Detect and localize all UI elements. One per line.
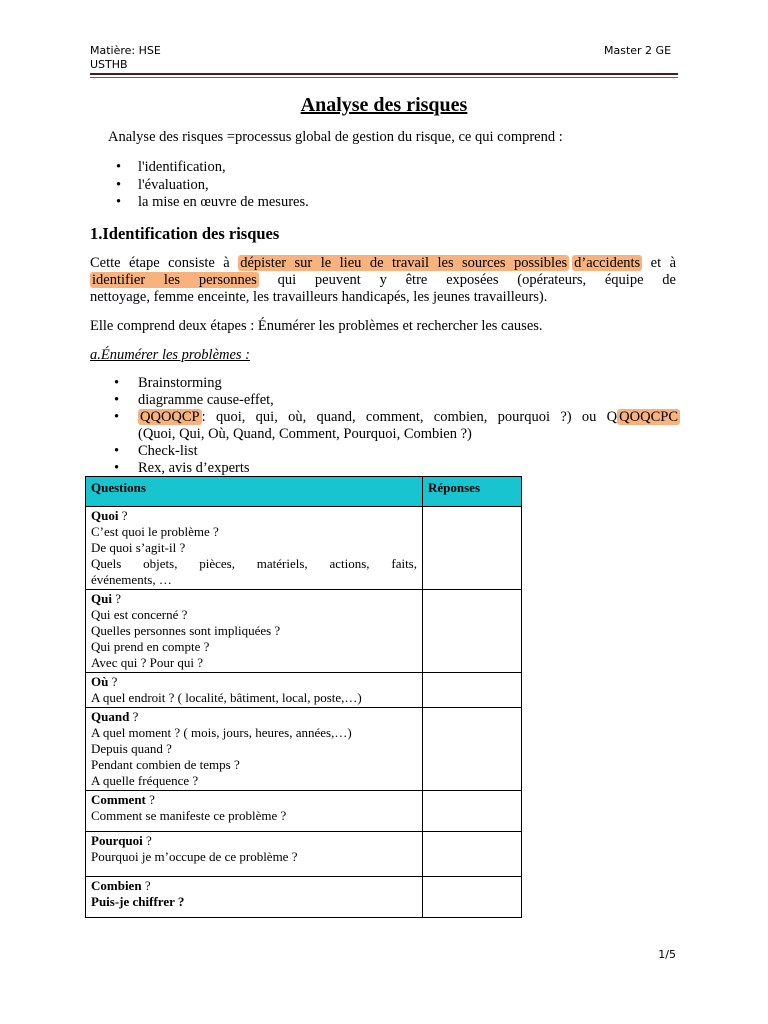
table-row-ou bbox=[86, 673, 522, 708]
paragraph-line-2 bbox=[90, 272, 676, 289]
highlight-depister: dépister sur le lieu de travail les sources possibles bbox=[240, 255, 568, 271]
question-key: Où bbox=[91, 674, 109, 689]
question-key: Qui bbox=[91, 591, 112, 606]
question-cell bbox=[86, 708, 423, 791]
question-cell bbox=[86, 791, 423, 832]
question-line: A quel endroit ? ( localité, bâtiment, local, poste,…) bbox=[91, 690, 362, 705]
page-title: Analyse des risques bbox=[300, 94, 468, 116]
section-heading: 1.Identification des risques bbox=[90, 224, 280, 243]
text-segment: et à bbox=[650, 255, 677, 271]
answer-cell[interactable] bbox=[423, 708, 522, 791]
question-key: Quand bbox=[91, 709, 130, 724]
question-suffix: ? bbox=[111, 591, 121, 606]
method-check-list: • Check-list bbox=[114, 443, 680, 460]
header-level: Master 2 GE bbox=[604, 44, 672, 57]
table-row-quoi bbox=[86, 507, 522, 590]
table-row-qui bbox=[86, 590, 522, 673]
question-cell bbox=[86, 507, 423, 590]
header-rule-accent bbox=[90, 77, 678, 78]
question-line: Depuis quand ? bbox=[91, 741, 172, 756]
intro-text: Analyse des risques =processus global de gestion du risque, ce qui comprend : bbox=[108, 129, 563, 145]
methods-list bbox=[114, 375, 680, 477]
paragraph-line-3: nettoyage, femme enceinte, les travailleurs handicapés, les jeunes travailleurs). bbox=[90, 289, 548, 305]
highlight-qqoqcp: QQOQCP bbox=[140, 409, 200, 425]
question-key: Combien bbox=[91, 878, 142, 893]
text-segment: Cette étape consiste à bbox=[90, 255, 230, 271]
question-suffix: ? bbox=[141, 878, 151, 893]
header-rule bbox=[90, 73, 678, 75]
page-number: 1/5 bbox=[658, 948, 676, 961]
question-line: Quelles personnes sont impliquées ? bbox=[91, 623, 281, 638]
question-line: Quels objets, pièces, matériels, actions, faits, bbox=[91, 556, 417, 571]
question-line: Pendant combien de temps ? bbox=[91, 757, 240, 772]
question-suffix: ? bbox=[118, 508, 128, 523]
question-cell bbox=[86, 877, 423, 918]
paragraph-two: Elle comprend deux étapes : Énumérer les problèmes et rechercher les causes. bbox=[90, 318, 543, 334]
highlight-accidents: d’accidents bbox=[574, 255, 641, 271]
answer-cell[interactable] bbox=[423, 673, 522, 708]
question-suffix: ? bbox=[129, 709, 139, 724]
question-line: Puis-je chiffrer ? bbox=[91, 894, 185, 909]
answer-cell[interactable] bbox=[423, 507, 522, 590]
question-suffix: ? bbox=[142, 833, 152, 848]
header-school: USTHB bbox=[90, 58, 128, 71]
subheading-enumerer: a.Énumérer les problèmes : bbox=[90, 347, 251, 363]
header-questions: Questions bbox=[86, 477, 423, 507]
question-key: Pourquoi bbox=[91, 833, 143, 848]
method-cause-effet: • diagramme cause-effet, bbox=[114, 392, 680, 409]
table-header-row bbox=[86, 477, 522, 507]
question-suffix: ? bbox=[145, 792, 155, 807]
question-line: A quel moment ? ( mois, jours, heures, années,…) bbox=[91, 725, 352, 740]
method-brainstorming: • Brainstorming bbox=[114, 375, 680, 392]
header-subject: Matière: HSE bbox=[90, 44, 161, 57]
bullet-identification: • l'identification, bbox=[116, 159, 309, 177]
text-segment: : quoi, qui, où, quand, comment, combien, pourquoi ?) ou Q bbox=[201, 409, 618, 425]
bullet-evaluation: • l'évaluation, bbox=[116, 177, 309, 195]
questions-table bbox=[85, 476, 522, 918]
question-key: Quoi bbox=[91, 508, 119, 523]
intro-bullet-list bbox=[116, 159, 309, 212]
question-line: événements, … bbox=[91, 572, 172, 587]
question-cell bbox=[86, 673, 423, 708]
highlight-identifier: identifier les personnes bbox=[92, 272, 257, 288]
paragraph-line-1 bbox=[90, 255, 676, 272]
question-line: C’est quoi le problème ? bbox=[91, 524, 219, 539]
answer-cell[interactable] bbox=[423, 590, 522, 673]
highlight-qoqcpc: QOQCPC bbox=[619, 409, 678, 425]
question-line: Avec qui ? Pour qui ? bbox=[91, 655, 204, 670]
text-segment: qui peuvent y être exposées (opérateurs, équipe de bbox=[277, 272, 676, 288]
method-qqoqcp bbox=[114, 409, 680, 443]
table-row-quand bbox=[86, 708, 522, 791]
question-key: Comment bbox=[91, 792, 146, 807]
question-line: Qui est concerné ? bbox=[91, 607, 188, 622]
question-cell bbox=[86, 832, 423, 877]
table-row-comment bbox=[86, 791, 522, 832]
question-cell bbox=[86, 590, 423, 673]
bullet-mise-en-oeuvre: • la mise en œuvre de mesures. bbox=[116, 194, 309, 212]
method-rex: • Rex, avis d’experts bbox=[114, 460, 680, 477]
question-suffix: ? bbox=[108, 674, 118, 689]
answer-cell[interactable] bbox=[423, 791, 522, 832]
table-row-pourquoi bbox=[86, 832, 522, 877]
question-line: A quelle fréquence ? bbox=[91, 773, 199, 788]
answer-cell[interactable] bbox=[423, 832, 522, 877]
table-row-combien bbox=[86, 877, 522, 918]
question-line: De quoi s’agit-il ? bbox=[91, 540, 186, 555]
question-line: Comment se manifeste ce problème ? bbox=[91, 808, 287, 823]
question-line: Qui prend en compte ? bbox=[91, 639, 210, 654]
header-reponses: Réponses bbox=[423, 477, 522, 507]
answer-cell[interactable] bbox=[423, 877, 522, 918]
text-segment: (Quoi, Qui, Où, Quand, Comment, Pourquoi, Combien ?) bbox=[138, 426, 472, 442]
question-line: Pourquoi je m’occupe de ce problème ? bbox=[91, 849, 298, 864]
